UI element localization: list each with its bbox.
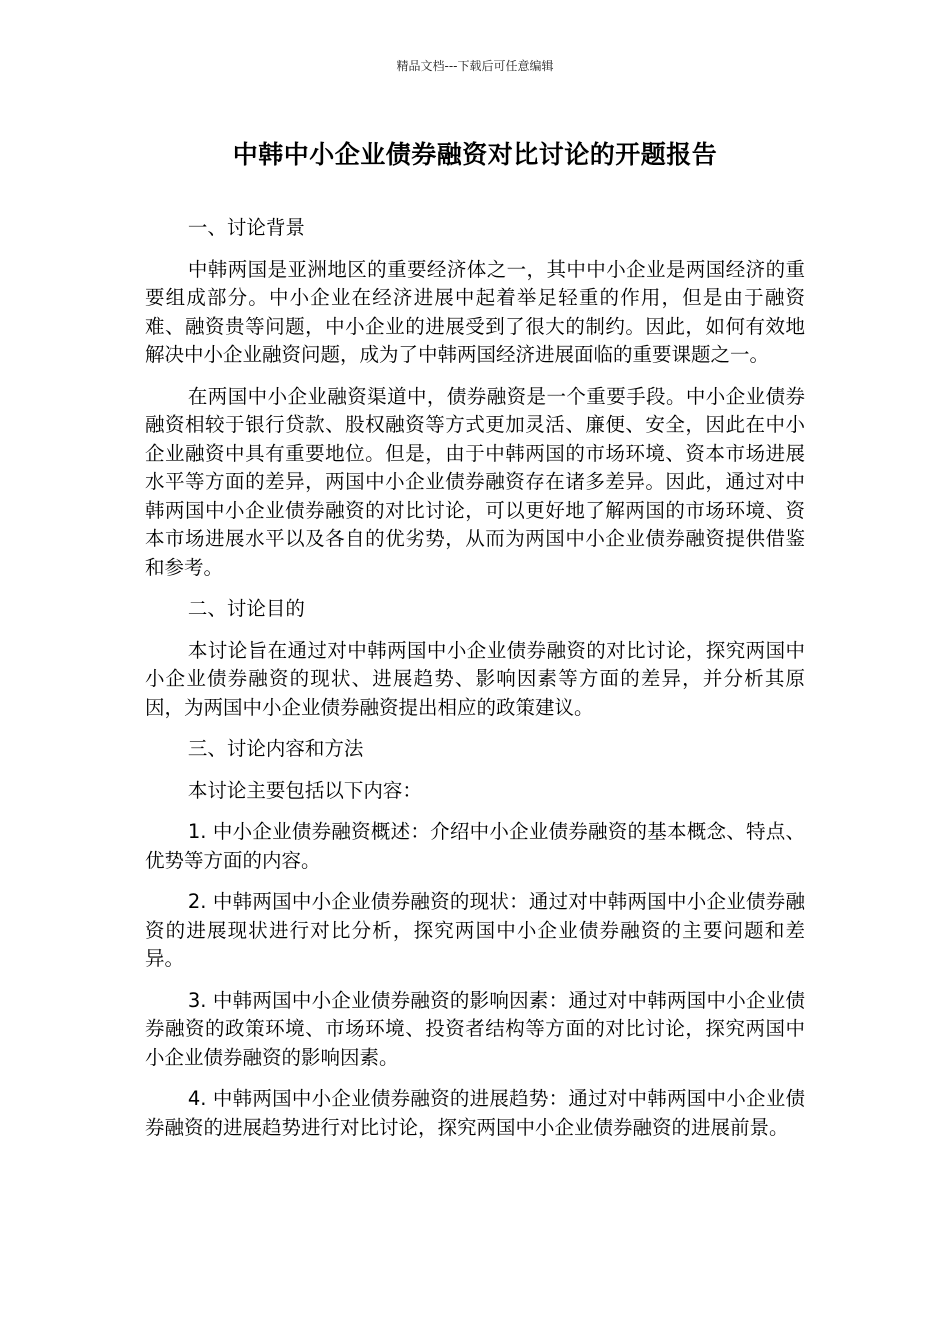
paragraph: 在两国中小企业融资渠道中，债券融资是一个重要手段。中小企业债券融资相较于银行贷款、股权融资等方式更加灵活、廉便、安全，因此在中小企业融资中具有重要地位。但是，由于中韩两国的市场环境、资本市场进展水平等方面的差异，两国中小企业债券融资存在诸多差异。因此，通过对中韩两国中小企业债券融资的对比讨论，可以更好地了解两国的市场环境、资本市场进展水平以及各自的优劣势，从而为两国中小企业债券融资提供借鉴和参考。: [145, 384, 805, 579]
list-item: 2. 中韩两国中小企业债券融资的现状：通过对中韩两国中小企业债券融资的进展现状进行对比分析，探究两国中小企业债券融资的主要问题和差异。: [145, 890, 805, 970]
paragraph: 本讨论主要包括以下内容：: [187, 778, 422, 802]
paragraph: 本讨论旨在通过对中韩两国中小企业债券融资的对比讨论，探究两国中小企业债券融资的现状、进展趋势、影响因素等方面的差异，并分析其原因，为两国中小企业债券融资提出相应的政策建议。: [145, 638, 805, 719]
list-item: 4. 中韩两国中小企业债券融资的进展趋势：通过对中韩两国中小企业债券融资的进展趋势进行对比讨论，探究两国中小企业债券融资的进展前景。: [145, 1087, 805, 1139]
list-item: 3. 中韩两国中小企业债券融资的影响因素：通过对中韩两国中小企业债券融资的政策环境、市场环境、投资者结构等方面的对比讨论，探究两国中小企业债券融资的影响因素。: [145, 988, 805, 1069]
document-body: [145, 214, 805, 1155]
section-heading-purpose: 二、讨论目的: [187, 597, 305, 620]
section-heading-content: 三、讨论内容和方法: [187, 737, 364, 760]
page-header: 精品文档---下载后可任意编辑: [396, 59, 554, 73]
document-title: 中韩中小企业债券融资对比讨论的开题报告: [232, 140, 718, 169]
list-item: 1. 中小企业债券融资概述：介绍中小企业债券融资的基本概念、特点、优势等方面的内容。: [145, 820, 805, 872]
paragraph: 中韩两国是亚洲地区的重要经济体之一，其中中小企业是两国经济的重要组成部分。中小企业在经济进展中起着举足轻重的作用，但是由于融资难、融资贵等问题，中小企业的进展受到了很大的制约。因此，如何有效地解决中小企业融资问题，成为了中韩两国经济进展面临的重要课题之一。: [145, 257, 805, 366]
section-heading-background: 一、讨论背景: [187, 216, 305, 239]
